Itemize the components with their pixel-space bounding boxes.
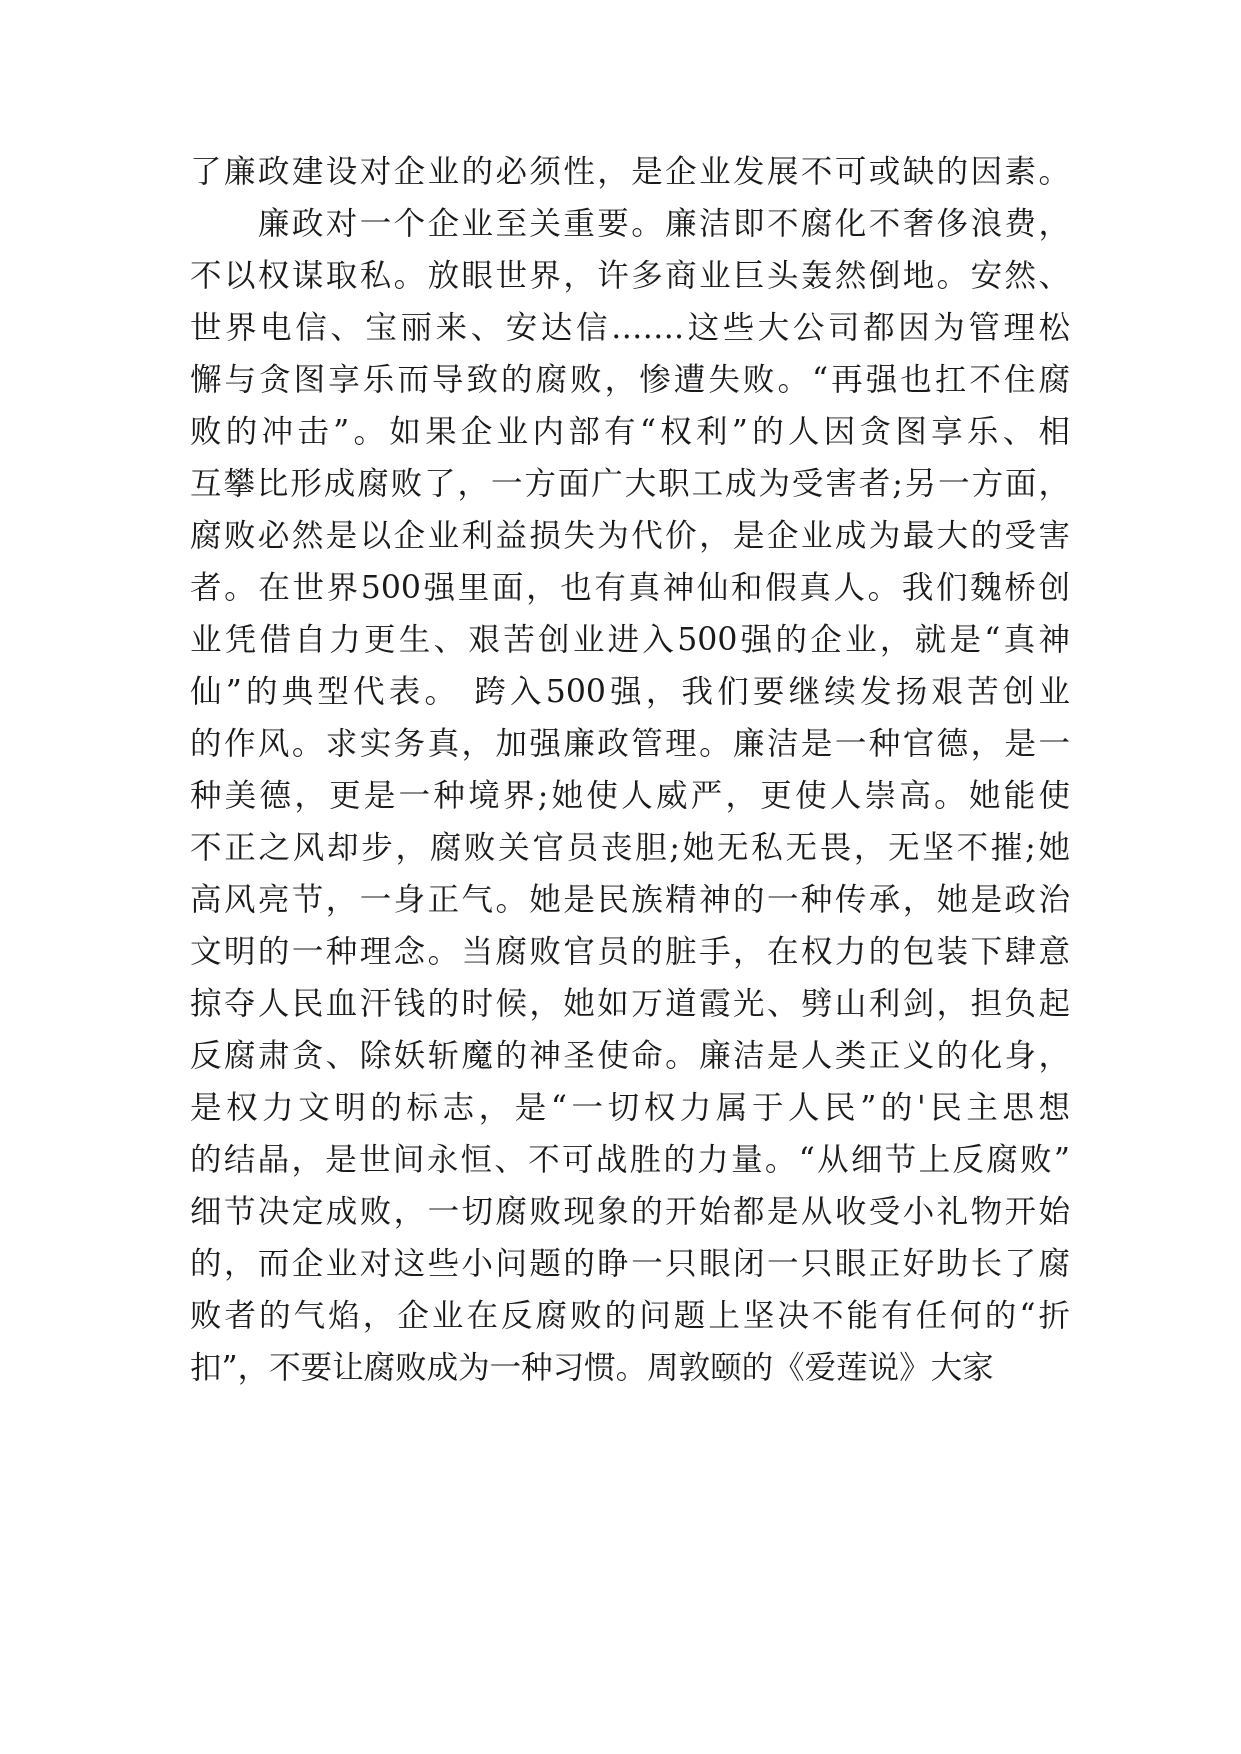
text-line: 败的冲击”。如果企业内部有“权利”的人因贪图享乐、相 (190, 414, 1070, 450)
text-line: 掠夺人民血汗钱的时候，她如万道霞光、劈山利剑，担负起 (190, 986, 1070, 1022)
text-line: 扣”，不要让腐败成为一种习惯。周敦颐的《爱莲说》大家 (190, 1350, 994, 1386)
text-line: 的结晶，是世间永恒、不可战胜的力量。“从细节上反腐败” (190, 1142, 1070, 1178)
text-line: 不以权谋取私。放眼世界，许多商业巨头轰然倒地。安然、 (190, 258, 1070, 294)
text-line: 败者的气焰，企业在反腐败的问题上坚决不能有任何的“折 (190, 1298, 1070, 1334)
text-line: 高风亮节，一身正气。她是民族精神的一种传承，她是政治 (190, 882, 1070, 918)
text-line: 不正之风却步，腐败关官员丧胆;她无私无畏，无坚不摧;她 (190, 830, 1070, 866)
text-line: 腐败必然是以企业利益损失为代价，是企业成为最大的受害 (190, 518, 1070, 554)
text-line: 仙”的典型代表。 跨入500强，我们要继续发扬艰苦创业 (190, 674, 1070, 710)
text-line: 懈与贪图享乐而导致的腐败，惨遭失败。“再强也扛不住腐 (190, 362, 1070, 398)
text-line: 文明的一种理念。当腐败官员的脏手，在权力的包装下肆意 (190, 934, 1070, 970)
text-line: 了廉政建设对企业的必须性，是企业发展不可或缺的因素。 (190, 154, 1070, 190)
text-line: 反腐肃贪、除妖斩魔的神圣使命。廉洁是人类正义的化身， (190, 1038, 1070, 1074)
text-line: 的作风。求实务真，加强廉政管理。廉洁是一种官德，是一 (190, 726, 1070, 762)
text-line: 者。在世界500强里面，也有真神仙和假真人。我们魏桥创 (190, 570, 1070, 606)
text-line: 廉政对一个企业至关重要。廉洁即不腐化不奢侈浪费， (190, 206, 1070, 242)
text-line: 的，而企业对这些小问题的睁一只眼闭一只眼正好助长了腐 (190, 1246, 1070, 1282)
text-line: 世界电信、宝丽来、安达信…….这些大公司都因为管理松 (190, 310, 1070, 346)
text-line: 种美德，更是一种境界;她使人威严，更使人崇高。她能使 (190, 778, 1070, 814)
text-line: 互攀比形成腐败了，一方面广大职工成为受害者;另一方面， (190, 466, 1070, 502)
text-line: 业凭借自力更生、艰苦创业进入500强的企业，就是“真神 (190, 622, 1070, 658)
text-line: 细节决定成败，一切腐败现象的开始都是从收受小礼物开始 (190, 1194, 1070, 1230)
text-line: 是权力文明的标志，是“一切权力属于人民”的'民主思想 (190, 1090, 1070, 1126)
